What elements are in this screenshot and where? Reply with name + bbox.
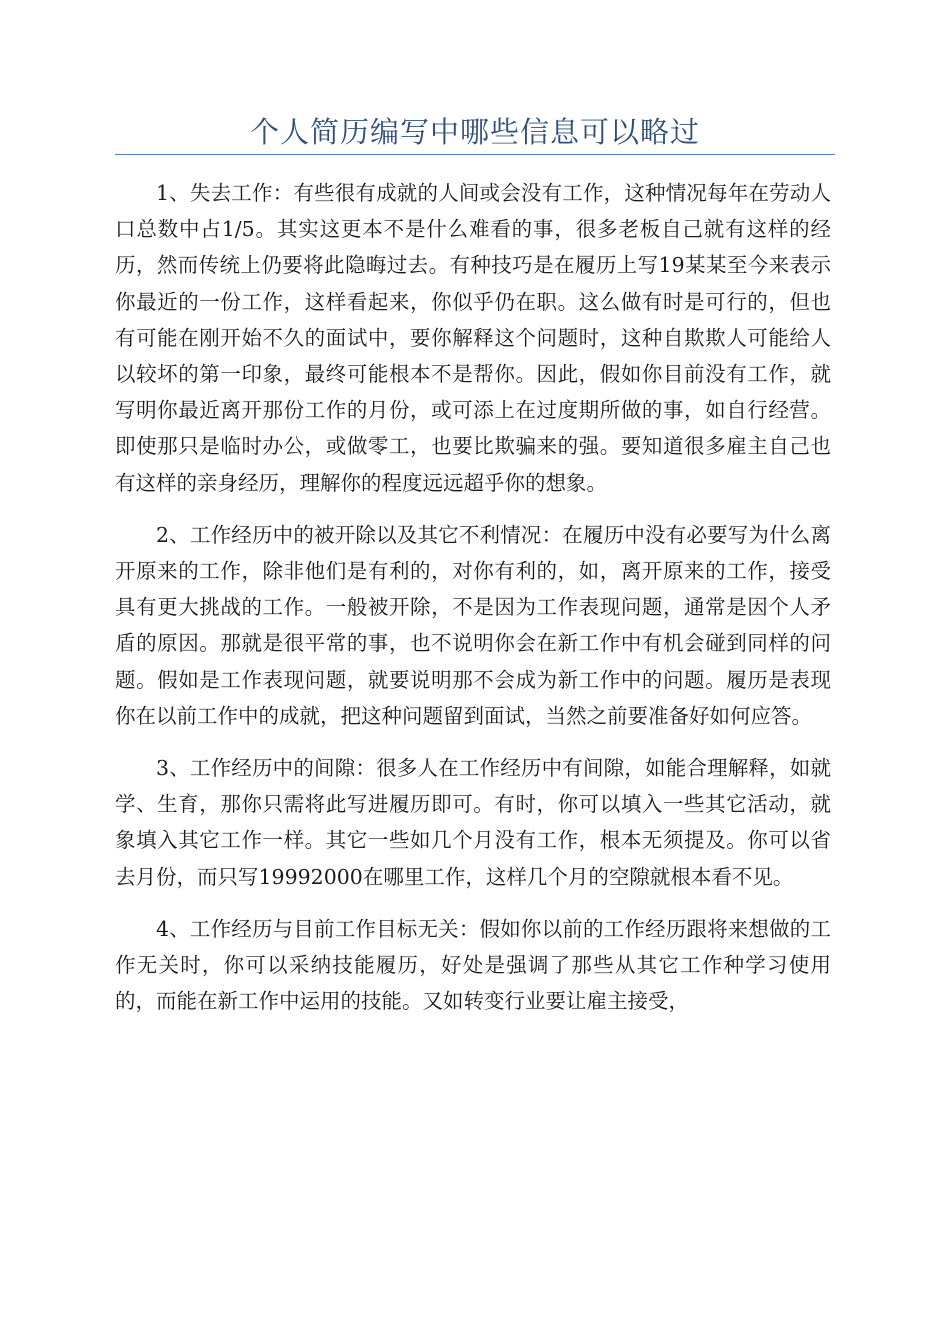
paragraph-2: 2、工作经历中的被开除以及其它不利情况：在履历中没有必要写为什么离开原来的工作，除非他们是有利的，对你有利的，如，离开原来的工作，接受具有更大挑战的工作。一般被开除，不是因为工作表现问题，通常是因个人矛盾的原因。那就是很平常的事，也不说明你会在新工作中有机会碰到同样的问题。假如是工作表现问题，就要说明那不会成为新工作中的问题。履历是表现你在以前工作中的成就，把这种问题留到面试，当然之前要准备好如何应答。	[115, 522, 831, 728]
paragraph-3: 3、工作经历中的间隙：很多人在工作经历中有间隙，如能合理解释，如就学、生育，那你只需将此写进履历即可。有时，你可以填入一些其它活动，就象填入其它工作一样。其它一些如几个月没有工作，根本无须提及。你可以省去月份，而只写19992000在哪里工作，这样几个月的空隙就根本看不见。	[115, 756, 831, 889]
document-title: 个人简历编写中哪些信息可以略过	[249, 115, 700, 149]
paragraph-4: 4、工作经历与目前工作目标无关：假如你以前的工作经历跟将来想做的工作无关时，你可以采纳技能履历，好处是强调了那些从其它工作种学习使用的，而能在新工作中运用的技能。又如转变行业要让雇主接受，	[115, 916, 831, 1014]
paragraph-1: 1、失去工作：有些很有成就的人间或会没有工作，这种情况每年在劳动人口总数中占1/5。其实这更本不是什么难看的事，很多老板自己就有这样的经历，然而传统上仍要将此隐晦过去。有种技巧是在履历上写19某某至今来表示你最近的一份工作，这样看起来，你似乎仍在职。这么做有时是可行的，但也有可能在刚开始不久的面试中，要你解释这个问题时，这种自欺欺人可能给人以较坏的第一印象，最终可能根本不是帮你。因此，假如你目前没有工作，就写明你最近离开那份工作的月份，或可添上在过度期所做的事，如自行经营。即使那只是临时办公，或做零工，也要比欺骗来的强。要知道很多雇主自己也有这样的亲身经历，理解你的程度远远超乎你的想象。	[115, 181, 831, 495]
title-underline	[115, 154, 835, 155]
document-body	[115, 175, 831, 1035]
